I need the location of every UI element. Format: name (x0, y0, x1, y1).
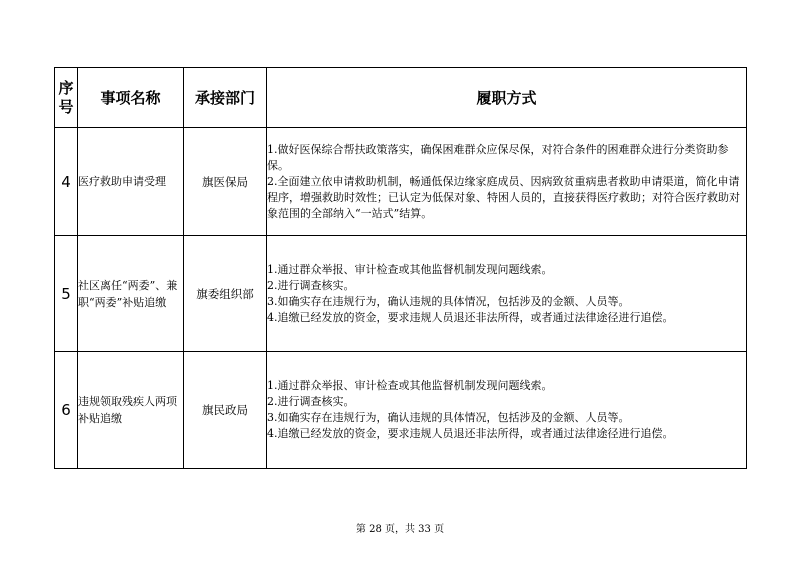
method-line: 4.追缴已经发放的资金，要求违规人员退还非法所得，或者通过法律途径进行追偿。 (267, 310, 674, 324)
row-name: 社区离任“两委”、兼职“两委”补贴追缴 (78, 236, 184, 352)
method-line: 4.追缴已经发放的资金，要求违规人员退还非法所得，或者通过法律途径进行追偿。 (267, 427, 674, 440)
header-seq-line1: 序 (58, 78, 74, 97)
method-line: 3.如确实存在违规行为，确认违规的具体情况，包括涉及的金额、人员等。 (267, 294, 630, 308)
row-method (267, 236, 747, 352)
row-seq: 5 (55, 236, 78, 352)
row-name: 医疗救助申请受理 (78, 128, 184, 236)
row-seq: 4 (55, 128, 78, 236)
header-seq (55, 68, 78, 128)
page-footer: 第 28 页，共 33 页 (355, 524, 445, 535)
table-row (55, 128, 747, 236)
table-row (55, 236, 747, 352)
row-dept: 旗委组织部 (184, 236, 267, 352)
header-method: 履职方式 (267, 68, 747, 128)
method-line: 1.通过群众举报、审计检查或其他监督机制发现问题线索。 (267, 379, 553, 392)
table-row (55, 352, 747, 469)
method-line: 2.进行调查核实。 (267, 395, 355, 408)
row-name: 违规领取残疾人两项补贴追缴 (78, 352, 184, 469)
method-line: 2.进行调查核实。 (267, 278, 355, 292)
header-row (55, 68, 747, 128)
row-seq: 6 (55, 352, 78, 469)
header-seq-line2: 号 (58, 97, 74, 116)
row-dept: 旗医保局 (184, 128, 267, 236)
row-method (267, 352, 747, 469)
method-line: 1.通过群众举报、审计检查或其他监督机制发现问题线索。 (267, 262, 553, 276)
header-dept: 承接部门 (184, 68, 267, 128)
method-line: 3.如确实存在违规行为，确认违规的具体情况，包括涉及的金额、人员等。 (267, 411, 630, 424)
method-line: 1.做好医保综合帮扶政策落实，确保困难群众应保尽保，对符合条件的困难群众进行分类资助参保。 (267, 142, 729, 172)
duty-table (54, 67, 747, 469)
row-dept: 旗民政局 (184, 352, 267, 469)
header-name: 事项名称 (78, 68, 184, 128)
method-line: 2.全面建立依申请救助机制，畅通低保边缘家庭成员、因病致贫重病患者救助申请渠道，简化申请程序，增强救助时效性；已认定为低保对象、特困人员的，直接获得医疗救助；对符合医疗救助对象范围的全部纳入“一站式”结算。 (267, 174, 740, 220)
row-method (267, 128, 747, 236)
